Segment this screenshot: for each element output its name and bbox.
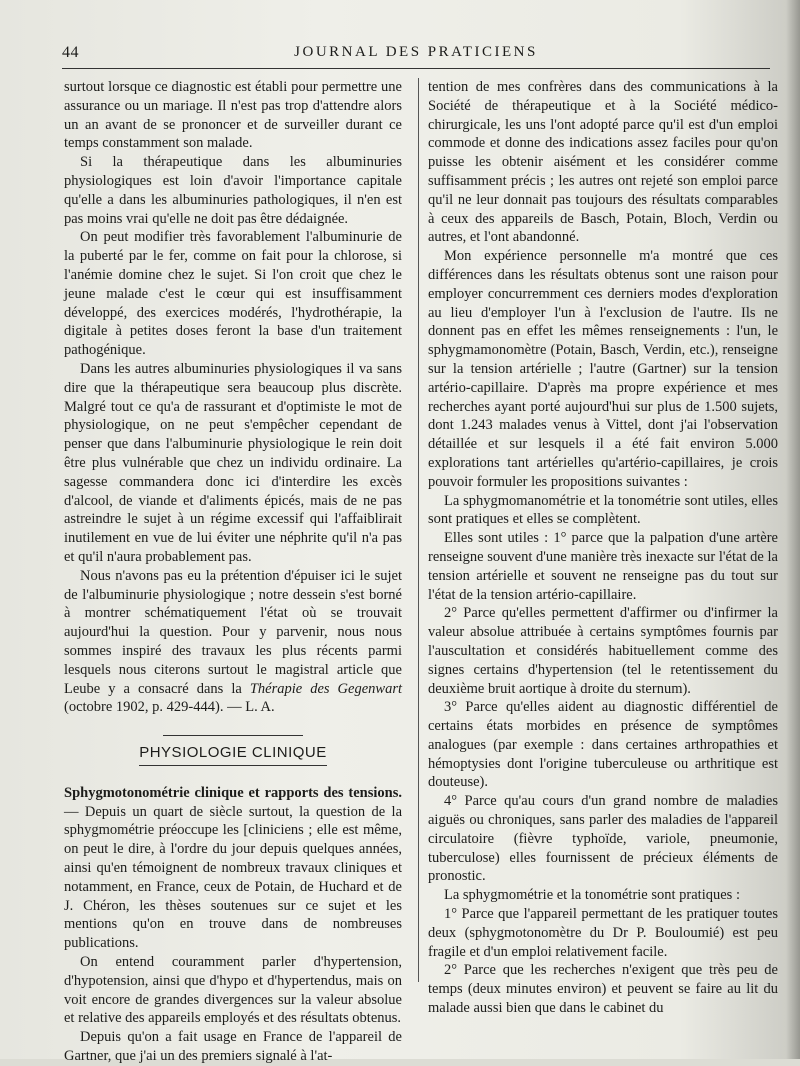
citation-tail: (octobre 1902, p. 429-444). — L. A. — [64, 699, 275, 716]
citation-title: Thérapie des Gegenwart — [249, 680, 402, 697]
paragraph-with-citation — [64, 567, 402, 717]
paragraph: 4° Parce qu'au cours d'un grand nombre de maladies aiguës ou chroniques, sans parler des maladies de l'appareil circulatoire (fièvre typhoïde, variole, pneumonie, tuberculose) elles fournissent de précieux éléments de pronostic. — [428, 793, 778, 885]
paragraph: La sphygmométrie et la tonométrie sont pratiques : — [444, 887, 740, 904]
paragraph: Mon expérience personnelle m'a montré que ces différences dans les résultats obtenus sont une raison pour employer concurremment ces derniers modes d'exploration au lieu d'employer l'un à l'exclusion de l'autre. Ils ne donnent pas en effet les mêmes renseignements : l'un, le sphygmamonomètre (Potain, Basch, Verdin, etc.), renseigne sur la tension artérielle ; l'autre (Gartner) sur la tension artério-capillaire. D'après ma propre expérience et mes recherches ayant porté aujourd'hui sur plus de 1.500 sujets, dont 1.243 malades venus à Vittel, dont j'ai l'observation détaillée et sur lesquels il a été fait environ 5.000 explorations tant artérielles qu'artério-capillaires, je crois pouvoir formuler les propositions suivantes : — [428, 248, 778, 490]
paragraph: Dans les autres albuminuries physiologiques il va sans dire que la thérapeutique sera beaucoup plus discrète. Malgré tout ce qu'a de rassurant et d'optimiste le mot de physiologique, on ne peut s'empêcher cependant de penser que dans l'albuminurie physiologique le rein doit être plus vulnérable que chez un individu ordinaire. La sagesse commandera donc ici d'interdire les excès d'alcool, de viande et d'aliments épicés, mais de ne pas astreindre le sujet à un régime excessif qui l'affaiblirait inutilement en vue de lui éviter une néphrite qu'il n'a pas et qu'il n'aura probablement pas. — [64, 360, 402, 565]
paragraph: Si la thérapeutique dans les albuminuries physiologiques est loin d'avoir l'importance capitale qu'elle a dans les albuminuries pathologiques, il n'en est pas moins vrai qu'elle ne doit pas être dédaignée. — [64, 154, 402, 227]
paragraph: 2° Parce que les recherches n'exigent que très peu de temps (deux minutes environ) et peuvent se faire au lit du malade aussi bien que dans le cabinet du — [428, 962, 778, 1017]
paragraph: Depuis qu'on a fait usage en France de l'appareil de Gartner, que j'ai un des premiers signalé à l'at- — [64, 1029, 402, 1065]
section-heading-block — [64, 735, 402, 766]
section-heading: PHYSIOLOGIE CLINIQUE — [139, 744, 327, 766]
paragraph: tention de mes confrères dans des communications à la Société de thérapeutique et à la Société médico-chirurgicale, les uns l'ont adopté parce qu'il est d'un emploi commode et donne des indications assez faciles pour qu'on puisse les obtenir aisément et les considérer comme suffisamment précis ; les autres ont rejeté son emploi parce qu'il ne leur donnait pas toujours des résultats comparables à ceux des appareils de Basch, Potain, Bloch, Verdin ou autres, et l'ont abandonné. — [428, 79, 778, 246]
running-title: JOURNAL DES PRATICIENS — [294, 44, 538, 60]
section-rule — [163, 735, 303, 736]
article-title: Sphygmotonométrie clinique et rapports des tensions. — [64, 784, 402, 801]
paragraph: La sphygmomanométrie et la tonométrie sont utiles, elles sont pratiques et elles se complètent. — [428, 492, 778, 528]
header-rule — [62, 68, 770, 69]
column-divider — [418, 78, 419, 982]
right-column — [428, 78, 778, 1018]
page-header — [62, 40, 770, 64]
page-number: 44 — [62, 44, 79, 61]
paragraph: Elles sont utiles : 1° parce que la palpation d'une artère renseigne souvent d'une manière très inexacte sur l'état de la tension artérielle et souvent ne renseigne pas du tout sur l'état de la tension artério-capillaire. — [428, 530, 778, 603]
paragraph: — Depuis un quart de siècle surtout, la question de la sphygmométrie préoccupe les [cliniciens ; elle est même, on peut le dire, à l'ordre du jour depuis quelques années, ainsi qu'en témoignent de nombreux travaux cliniques et notamment, en France, ceux de Potain, de Huchard et de J. Chéron, les thèses soutenues sur ce sujet et les mentions qu'on en trouve dans de nombreuses publications. — [64, 803, 402, 952]
page-edge-shadow — [786, 0, 800, 1059]
left-column — [64, 78, 402, 1066]
paragraph: On peut modifier très favorablement l'albuminurie de la puberté par le fer, comme on fait pour la chlorose, si l'anémie domine chez le sujet. Si l'on croit que chez le jeune malade c'est le cœur qui est insuffisamment développé, des exercices modérés, l'hydrothérapie, la digitale à petites doses feront la base d'un traitement pathogénique. — [64, 229, 402, 359]
paragraph: Nous n'avons pas eu la prétention d'épuiser ici le sujet de l'albuminurie physiologique ; notre dessein s'est borné à montrer schématiquement l'état où se trouvait aujourd'hui la question. Pour y parvenir, nous nous sommes inspiré des travaux les plus récents parmi lesquels nous citerons surtout le magistral article que Leube y a consacré dans la — [64, 567, 402, 697]
paragraph: On entend couramment parler d'hypertension, d'hypotension, ainsi que d'hypo et d'hypertendus, mais on voit encore de grandes divergences sur la valeur absolue et relative des appareils employés et des résultats obtenus. — [64, 954, 402, 1027]
paragraph: 1° Parce que l'appareil permettant de les pratiquer toutes deux (sphygmotonomètre du Dr P. Bouloumié) est peu fragile et d'un emploi relativement facile. — [428, 906, 778, 960]
paragraph: 3° Parce qu'elles aident au diagnostic différentiel de certains états morbides en présence de symptômes analogues (par exemple : dans certaines arthropathies et hémoptysies dont l'origine tuberculeuse ou arthritique est douteuse). — [428, 699, 778, 791]
article-lead-paragraph — [64, 784, 402, 953]
paragraph: surtout lorsque ce diagnostic est établi pour permettre une assurance ou un mariage. Il n'est pas trop d'attendre alors un an avant de se prononcer et de surveiller durant ce temps constamment son malade. — [64, 79, 402, 152]
paragraph: 2° Parce qu'elles permettent d'affirmer ou d'infirmer la valeur absolue attribuée à certains symptômes fournis par l'auscultation et considérés habituellement comme des signes certains d'hypertension (tel le retentissement du deuxième bruit aortique à droite du sternum). — [428, 605, 778, 697]
